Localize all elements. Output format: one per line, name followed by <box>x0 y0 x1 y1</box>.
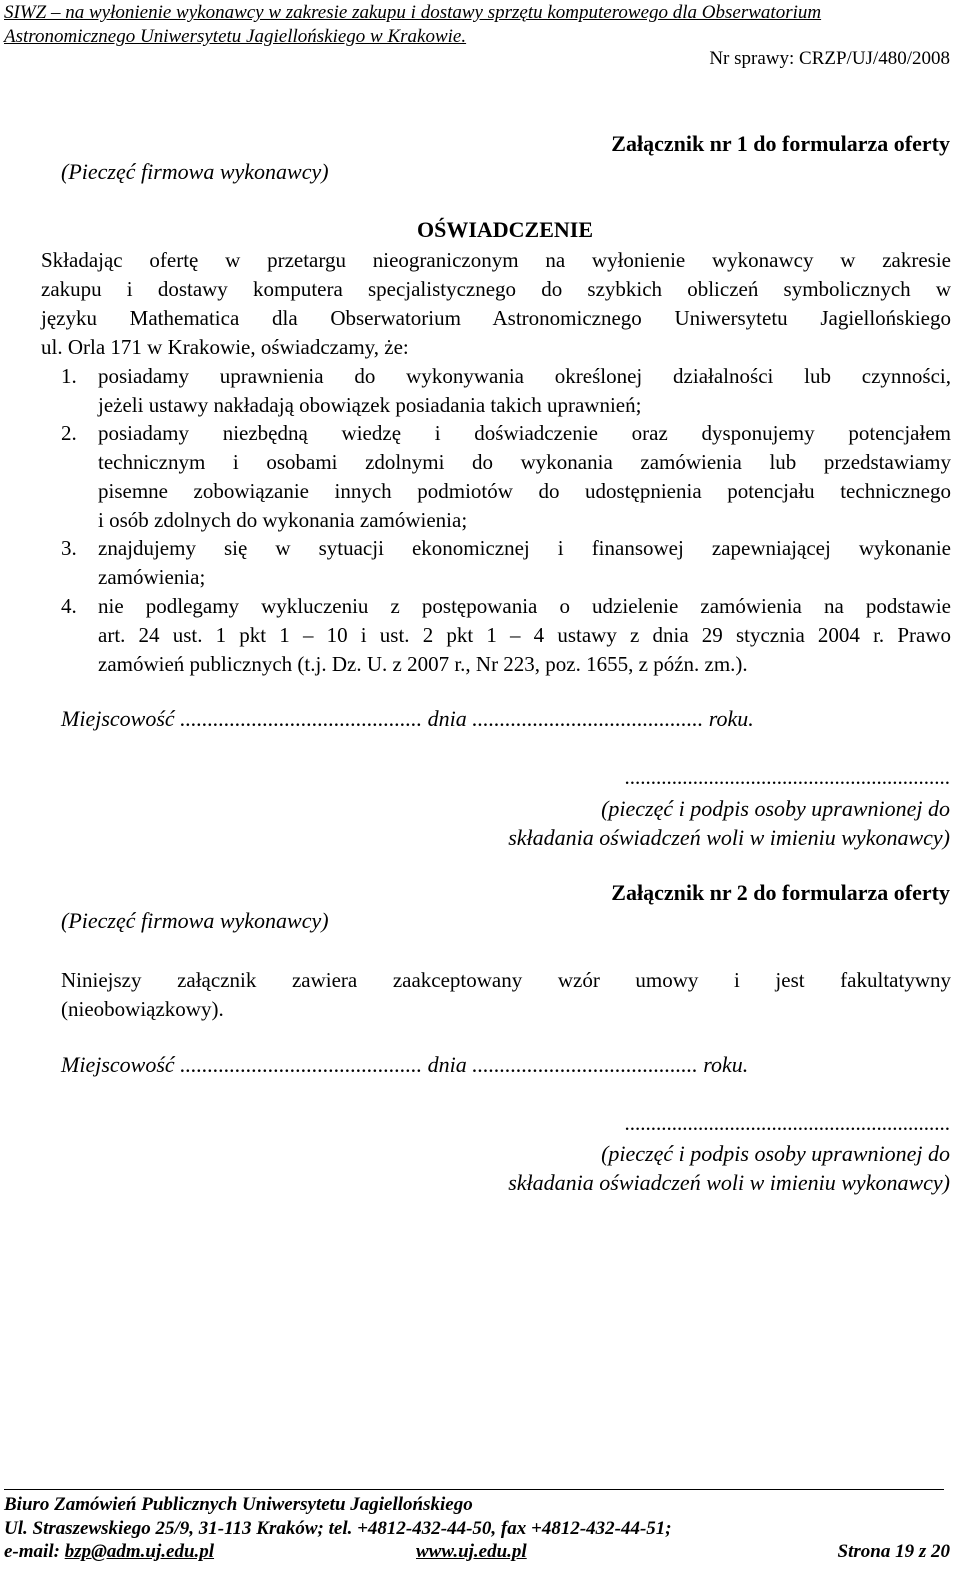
footer-address: Ul. Straszewskiego 25/9, 31-113 Kraków; tel. +4812-432-44-50, fax +4812-432-44-51; <box>4 1518 672 1539</box>
place-date-line: Miejscowość ............................................ dnia .......................................... roku. <box>61 706 754 731</box>
company-stamp-label: (Pieczęć firmowa wykonawcy) <box>61 159 329 184</box>
case-number: Nr sprawy: CRZP/UJ/480/2008 <box>709 48 950 69</box>
list-item-line: znajdujemy się w sytuacji ekonomicznej i finansowej zapewniającej wykonanie <box>98 536 951 560</box>
attachment-1-title: Załącznik nr 1 do formularza oferty <box>611 131 950 156</box>
list-item-line: technicznym i osobami zdolnymi do wykonania zamówienia lub przedstawiamy <box>98 450 951 474</box>
header-title-line2: Astronomicznego Uniwersytetu Jagiellońskiego w Krakowie. <box>4 26 467 47</box>
signature-dots: .............................................................. <box>624 1111 950 1135</box>
list-item-line: jeżeli ustawy nakładają obowiązek posiadania takich uprawnień; <box>98 393 642 417</box>
footer-divider <box>4 1489 944 1490</box>
list-item-line: pisemne zobowiązanie innych podmiotów do udostępnienia potencjału technicznego <box>98 479 951 503</box>
list-item-number: 2. <box>61 421 77 445</box>
signature-caption: składania oświadczeń woli w imieniu wykonawcy) <box>508 1170 950 1195</box>
page-number: Strona 19 z 20 <box>837 1541 950 1562</box>
signature-caption: składania oświadczeń woli w imieniu wykonawcy) <box>508 825 950 850</box>
list-item-line: posiadamy niezbędną wiedzę i doświadczenie oraz dysponujemy potencjałem <box>98 421 951 445</box>
header-title-line1: SIWZ – na wyłonienie wykonawcy w zakresie zakupu i dostawy sprzętu komputerowego dla Obserwatorium <box>4 2 822 23</box>
footer-website-link[interactable]: www.uj.edu.pl <box>416 1541 527 1562</box>
company-stamp-label: (Pieczęć firmowa wykonawcy) <box>61 908 329 933</box>
signature-dots: .............................................................. <box>624 765 950 789</box>
list-item-line: zamówienia; <box>98 565 206 589</box>
list-item-line: art. 24 ust. 1 pkt 1 – 10 i ust. 2 pkt 1 – 4 ustawy z dnia 29 stycznia 2004 r. Prawo <box>98 623 951 647</box>
list-item-line: posiadamy uprawnienia do wykonywania określonej działalności lub czynności, <box>98 364 951 388</box>
list-item-line: nie podlegamy wykluczeniu z postępowania o udzielenie zamówienia na podstawie <box>98 594 951 618</box>
intro-line: Składając ofertę w przetargu nieograniczonym na wyłonienie wykonawcy w zakresie <box>41 248 951 272</box>
intro-line: języku Mathematica dla Obserwatorium Astronomicznego Uniwersytetu Jagiellońskiego <box>41 306 951 330</box>
place-date-line: Miejscowość ............................................ dnia ......................................... roku. <box>61 1052 749 1077</box>
list-item-number: 4. <box>61 594 77 618</box>
signature-caption: (pieczęć i podpis osoby uprawnionej do <box>601 1141 950 1166</box>
footer-email-label: e-mail: <box>4 1541 60 1562</box>
list-item-number: 1. <box>61 364 77 388</box>
declaration-heading: OŚWIADCZENIE <box>416 217 594 242</box>
attachment-2-title: Załącznik nr 2 do formularza oferty <box>611 880 950 905</box>
attachment-2-note: (nieobowiązkowy). <box>61 997 224 1021</box>
footer-office: Biuro Zamówień Publicznych Uniwersytetu Jagiellońskiego <box>4 1494 473 1515</box>
list-item-line: zamówień publicznych (t.j. Dz. U. z 2007 r., Nr 223, poz. 1655, z późn. zm.). <box>98 652 748 676</box>
signature-caption: (pieczęć i podpis osoby uprawnionej do <box>601 796 950 821</box>
footer-email-link[interactable]: bzp@adm.uj.edu.pl <box>64 1541 215 1562</box>
list-item-number: 3. <box>61 536 77 560</box>
footer-email-group <box>4 1541 214 1563</box>
intro-line: zakupu i dostawy komputera specjalistycznego do szybkich obliczeń symbolicznych w <box>41 277 951 301</box>
footer-contact-row <box>4 1541 950 1567</box>
intro-line: ul. Orla 171 w Krakowie, oświadczamy, że: <box>41 335 409 359</box>
list-item-line: i osób zdolnych do wykonania zamówienia; <box>98 508 468 532</box>
attachment-2-note: Niniejszy załącznik zawiera zaakceptowany wzór umowy i jest fakultatywny <box>61 968 951 992</box>
